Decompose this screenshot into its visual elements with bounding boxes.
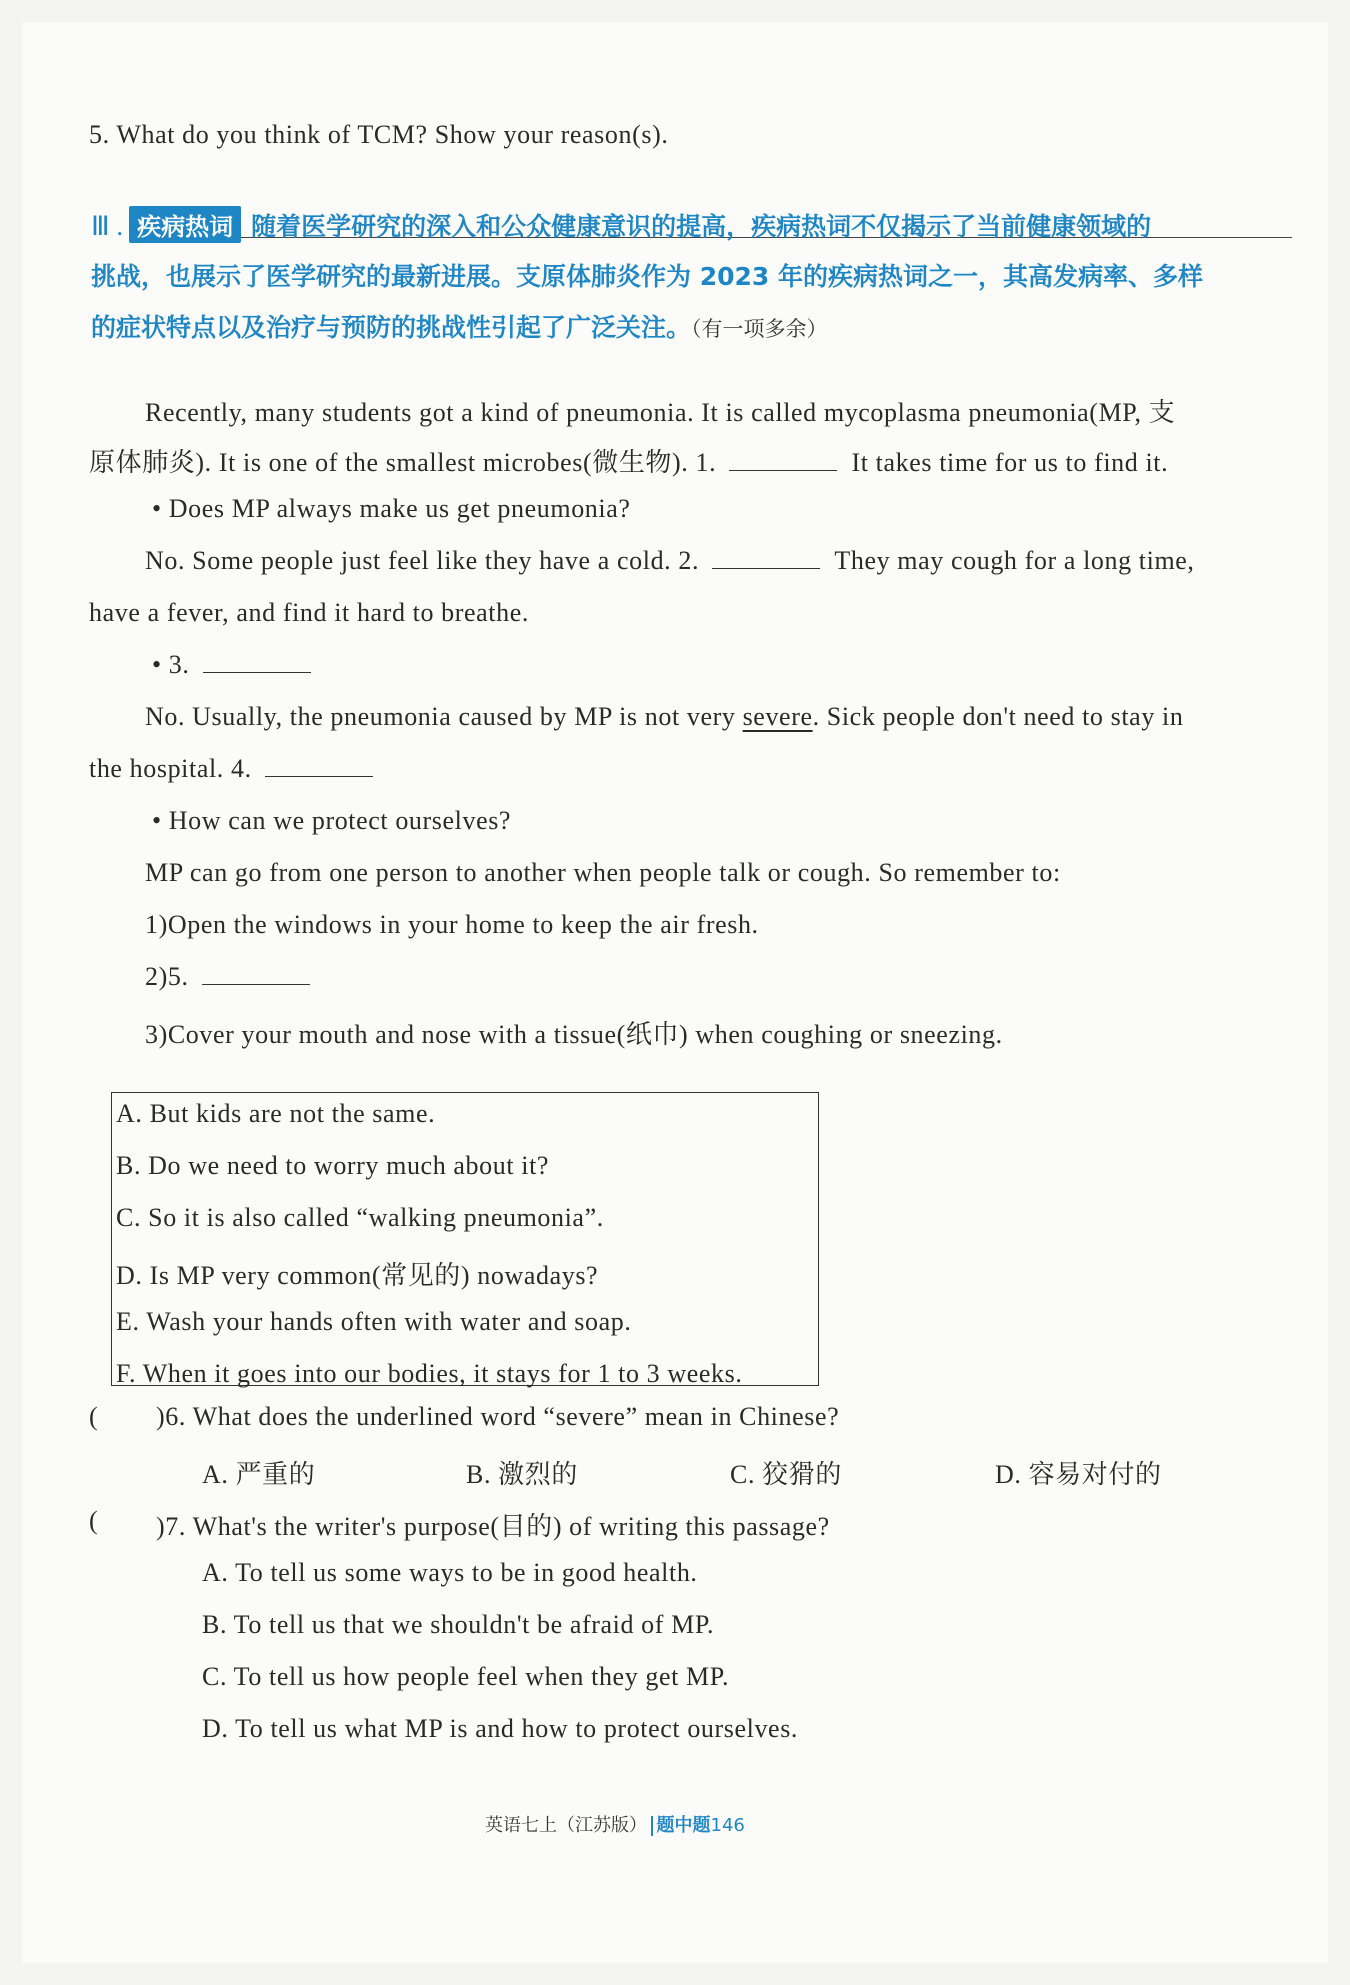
blank-5[interactable] [202,983,310,985]
q6-option-c[interactable]: C. 狡猾的 [730,1460,842,1489]
bullet-question: • Does MP always make us get pneumonia? [152,494,631,523]
q6-paren[interactable]: ( [89,1402,99,1431]
question-5: 5. What do you think of TCM? Show your reason(s). [89,120,669,149]
section-intro-1: 随着医学研究的深入和公众健康意识的提高，疾病热词不仅揭示了当前健康领域的 [251,212,1152,241]
series-name: 题中题 [656,1815,711,1836]
footer-divider [651,1816,653,1836]
blank-3[interactable] [203,671,311,673]
passage-line: Recently, many students got a kind of pneumonia. It is called mycoplasma pneumonia(MP, 支 [145,398,1176,427]
passage-line: 原体肺炎). It is one of the smallest microbes(微生物). 1. It takes time for us to find it. [89,448,1169,477]
passage-line: have a fever, and find it hard to breathe. [89,598,529,627]
q7-option-c[interactable]: C. To tell us how people feel when they get MP. [202,1662,730,1691]
q7-stem: )7. What's the writer's purpose(目的) of writing this passage? [156,1512,830,1541]
reminder-3: 3)Cover your mouth and nose with a tissue(纸巾) when coughing or sneezing. [145,1020,1003,1049]
section-note: （有一项多余） [691,317,828,341]
option-a: A. But kids are not the same. [116,1099,436,1128]
bullet-question: • 3. [152,650,311,680]
q6-option-d[interactable]: D. 容易对付的 [995,1460,1162,1489]
passage-line: No. Usually, the pneumonia caused by MP is not very severe. Sick people don't need to stay in [145,702,1184,731]
reminder-1: 1)Open the windows in your home to keep the air fresh. [145,910,759,939]
option-e: E. Wash your hands often with water and soap. [116,1307,632,1336]
passage-line: the hospital. 4. [89,754,373,784]
passage-line: No. Some people just feel like they have a cold. 2. They may cough for a long time, [145,546,1195,575]
blank-4[interactable] [265,775,373,777]
section-heading-line-1 [91,206,1151,243]
q6-stem: )6. What does the underlined word “severe” mean in Chinese? [156,1402,840,1431]
topic-tag: 疾病热词 [129,206,241,243]
q7-option-b[interactable]: B. To tell us that we shouldn't be afraid of MP. [202,1610,715,1639]
page-number: 146 [710,1815,745,1836]
bullet-question: • How can we protect ourselves? [152,806,512,835]
options-box [111,1092,819,1386]
reminder-2: 2)5. [145,962,310,992]
section-heading-line-3 [91,308,828,344]
option-d: D. Is MP very common(常见的) nowadays? [116,1261,599,1290]
section-numeral: Ⅲ . [91,211,124,241]
q6-option-a[interactable]: A. 严重的 [202,1460,316,1489]
section-intro-2: 挑战，也展示了医学研究的最新进展。支原体肺炎作为 2023 年的疾病热词之一，其高发病率、多样 [91,262,1203,291]
passage-line: MP can go from one person to another when people talk or cough. So remember to: [145,858,1061,887]
section-intro-3: 的症状特点以及治疗与预防的挑战性引起了广泛关注。 [91,313,692,342]
option-c: C. So it is also called “walking pneumonia”. [116,1203,604,1232]
q6-option-b[interactable]: B. 激烈的 [466,1460,578,1489]
option-b: B. Do we need to worry much about it? [116,1151,550,1180]
q7-option-a[interactable]: A. To tell us some ways to be in good health. [202,1558,698,1587]
book-title: 英语七上（江苏版） [485,1815,647,1836]
q7-paren[interactable]: ( [89,1506,99,1535]
worksheet-page [22,22,1328,1963]
blank-2[interactable] [712,567,820,569]
option-f: F. When it goes into our bodies, it stays for 1 to 3 weeks. [116,1359,743,1388]
page-footer [485,1811,745,1837]
underlined-word: severe [742,702,813,731]
q7-option-d[interactable]: D. To tell us what MP is and how to protect ourselves. [202,1714,799,1743]
blank-1[interactable] [729,469,837,471]
